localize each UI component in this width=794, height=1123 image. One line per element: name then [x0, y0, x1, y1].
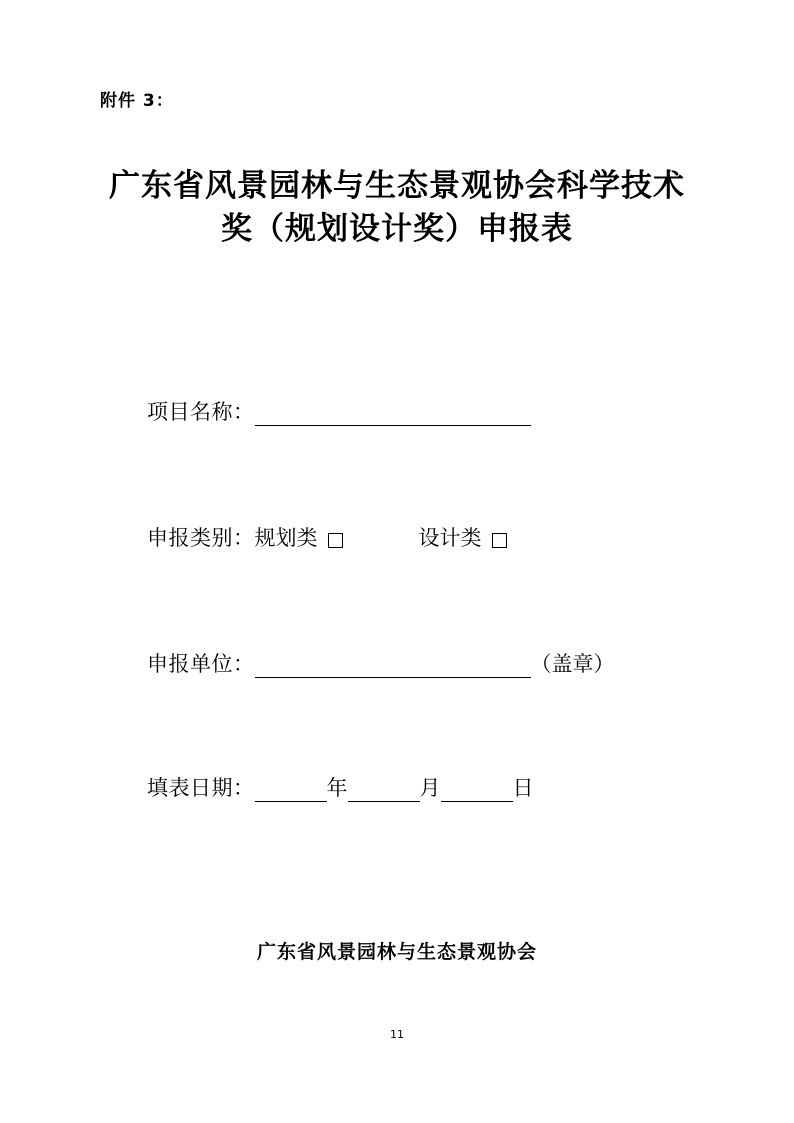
applicant-unit-row — [147, 648, 615, 678]
seal-note: （盖章） — [530, 652, 615, 676]
applicant-unit-label: 申报单位： — [147, 652, 255, 676]
category-row — [147, 522, 507, 552]
page-number: 11 — [390, 1028, 404, 1041]
month-unit: 月 — [419, 776, 441, 800]
annex-label: 附件 3： — [100, 91, 174, 111]
category-label: 申报类别： — [147, 526, 255, 550]
day-field[interactable] — [441, 779, 513, 802]
category-option-planning-checkbox[interactable] — [328, 533, 343, 548]
project-name-label: 项目名称： — [147, 400, 255, 424]
project-name-field[interactable] — [255, 403, 531, 426]
issuing-organization: 广东省风景园林与生态景观协会 — [256, 941, 537, 963]
fill-date-row — [147, 772, 534, 802]
fill-date-label: 填表日期： — [147, 776, 255, 800]
category-option-planning-label: 规划类 — [254, 526, 318, 550]
month-field[interactable] — [348, 779, 420, 802]
form-title-line-1: 广东省风景园林与生态景观协会科学技术 — [109, 168, 685, 204]
year-unit: 年 — [326, 776, 348, 800]
day-unit: 日 — [512, 776, 534, 800]
applicant-unit-field[interactable] — [255, 655, 531, 678]
project-name-row — [147, 396, 531, 426]
form-title-line-2: 奖（规划设计奖）申报表 — [221, 211, 573, 247]
year-field[interactable] — [255, 779, 327, 802]
category-option-design-label: 设计类 — [418, 526, 482, 550]
category-option-design-checkbox[interactable] — [492, 533, 507, 548]
